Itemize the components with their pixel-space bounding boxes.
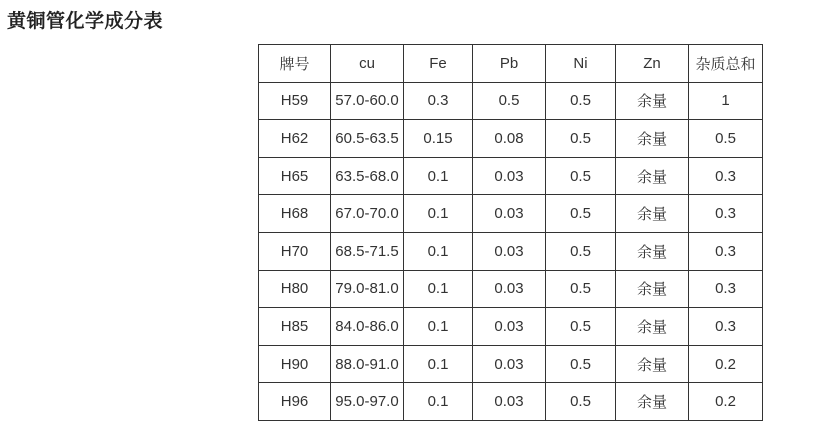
value-cell: 0.1 xyxy=(404,345,473,383)
table-row xyxy=(259,195,763,233)
value-cell: 余量 xyxy=(616,157,689,195)
value-cell: 0.1 xyxy=(404,195,473,233)
value-cell: 余量 xyxy=(616,308,689,346)
value-cell: 0.08 xyxy=(473,120,546,158)
value-cell: 0.3 xyxy=(689,232,763,270)
value-cell: 0.1 xyxy=(404,270,473,308)
grade-cell: H80 xyxy=(259,270,331,308)
table-row xyxy=(259,345,763,383)
value-cell: 0.3 xyxy=(689,270,763,308)
value-cell: 0.2 xyxy=(689,345,763,383)
column-header: Pb xyxy=(473,45,546,83)
value-cell: 84.0-86.0 xyxy=(331,308,404,346)
table-row xyxy=(259,383,763,421)
grade-cell: H59 xyxy=(259,82,331,120)
column-header: 牌号 xyxy=(259,45,331,83)
value-cell: 0.2 xyxy=(689,383,763,421)
grade-cell: H96 xyxy=(259,383,331,421)
value-cell: 63.5-68.0 xyxy=(331,157,404,195)
value-cell: 0.1 xyxy=(404,232,473,270)
grade-cell: H62 xyxy=(259,120,331,158)
column-header: Fe xyxy=(404,45,473,83)
value-cell: 0.5 xyxy=(546,157,616,195)
value-cell: 68.5-71.5 xyxy=(331,232,404,270)
value-cell: 0.15 xyxy=(404,120,473,158)
table-row xyxy=(259,232,763,270)
value-cell: 1 xyxy=(689,82,763,120)
value-cell: 0.03 xyxy=(473,345,546,383)
value-cell: 0.3 xyxy=(689,308,763,346)
value-cell: 0.3 xyxy=(689,195,763,233)
value-cell: 95.0-97.0 xyxy=(331,383,404,421)
table-row xyxy=(259,308,763,346)
page-title: 黄铜管化学成分表 xyxy=(7,11,164,32)
value-cell: 余量 xyxy=(616,270,689,308)
grade-cell: H90 xyxy=(259,345,331,383)
value-cell: 67.0-70.0 xyxy=(331,195,404,233)
value-cell: 0.1 xyxy=(404,383,473,421)
table-row xyxy=(259,82,763,120)
value-cell: 0.03 xyxy=(473,270,546,308)
value-cell: 0.1 xyxy=(404,308,473,346)
value-cell: 0.5 xyxy=(546,270,616,308)
value-cell: 余量 xyxy=(616,345,689,383)
value-cell: 0.5 xyxy=(546,232,616,270)
value-cell: 0.5 xyxy=(546,195,616,233)
value-cell: 0.1 xyxy=(404,157,473,195)
value-cell: 0.5 xyxy=(689,120,763,158)
table-row xyxy=(259,120,763,158)
value-cell: 0.03 xyxy=(473,232,546,270)
grade-cell: H65 xyxy=(259,157,331,195)
table-body xyxy=(259,82,763,420)
grade-cell: H68 xyxy=(259,195,331,233)
value-cell: 余量 xyxy=(616,232,689,270)
value-cell: 60.5-63.5 xyxy=(331,120,404,158)
grade-cell: H85 xyxy=(259,308,331,346)
value-cell: 余量 xyxy=(616,120,689,158)
value-cell: 79.0-81.0 xyxy=(331,270,404,308)
table-row xyxy=(259,270,763,308)
value-cell: 0.03 xyxy=(473,157,546,195)
value-cell: 0.3 xyxy=(404,82,473,120)
value-cell: 0.03 xyxy=(473,383,546,421)
table-header-row xyxy=(259,45,763,83)
grade-cell: H70 xyxy=(259,232,331,270)
value-cell: 余量 xyxy=(616,383,689,421)
column-header: 杂质总和 xyxy=(689,45,763,83)
value-cell: 余量 xyxy=(616,195,689,233)
value-cell: 0.5 xyxy=(546,308,616,346)
column-header: Zn xyxy=(616,45,689,83)
value-cell: 57.0-60.0 xyxy=(331,82,404,120)
value-cell: 0.03 xyxy=(473,195,546,233)
composition-table xyxy=(258,44,763,421)
value-cell: 0.3 xyxy=(689,157,763,195)
column-header: Ni xyxy=(546,45,616,83)
value-cell: 0.5 xyxy=(546,345,616,383)
value-cell: 88.0-91.0 xyxy=(331,345,404,383)
value-cell: 余量 xyxy=(616,82,689,120)
value-cell: 0.5 xyxy=(473,82,546,120)
value-cell: 0.5 xyxy=(546,82,616,120)
value-cell: 0.5 xyxy=(546,120,616,158)
column-header: cu xyxy=(331,45,404,83)
table-row xyxy=(259,157,763,195)
value-cell: 0.03 xyxy=(473,308,546,346)
value-cell: 0.5 xyxy=(546,383,616,421)
